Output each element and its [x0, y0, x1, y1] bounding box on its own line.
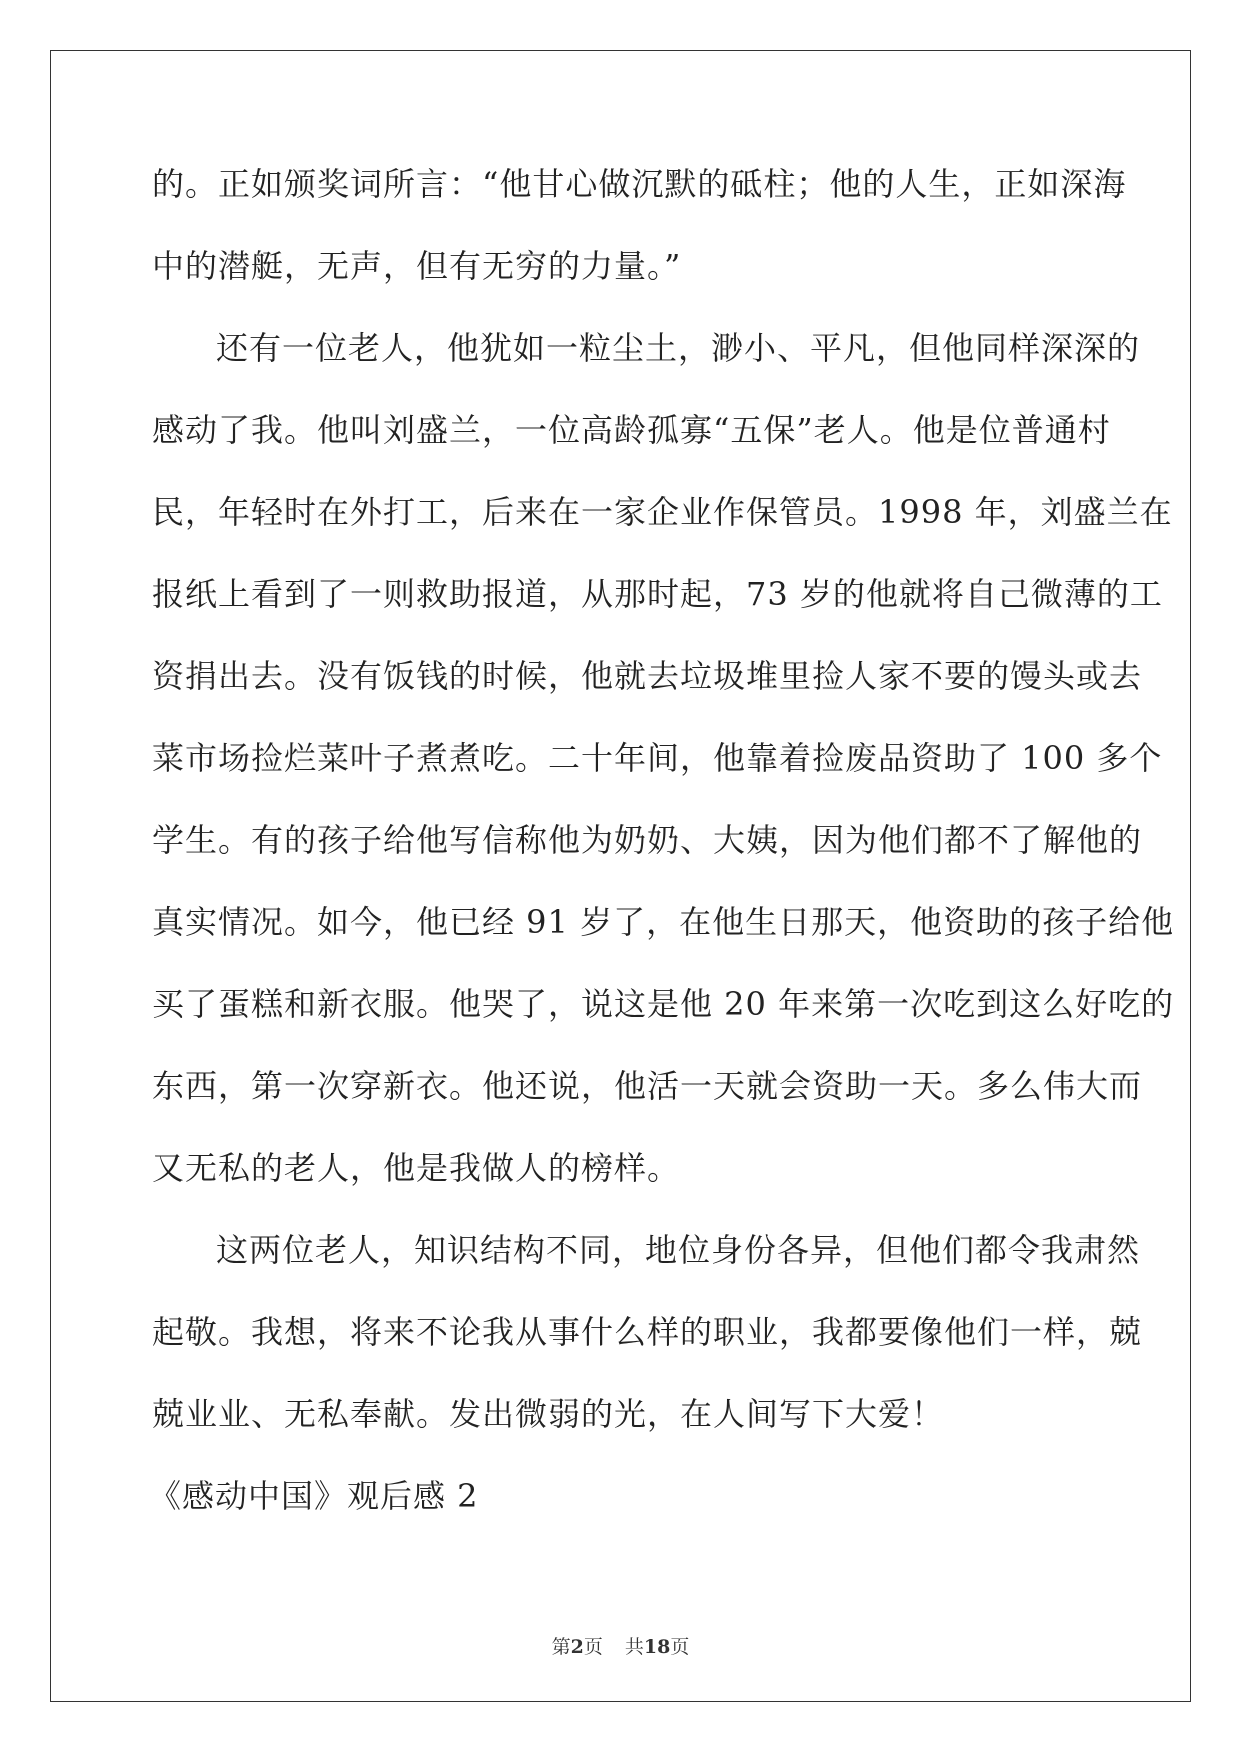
text-line-12: 东西，第一次穿新衣。他还说，他活一天就会资助一天。多么伟大而 — [152, 1067, 1143, 1105]
section-heading: 《感动中国》观后感 2 — [149, 1477, 479, 1515]
text-line-13: 又无私的老人，他是我做人的榜样。 — [152, 1149, 681, 1187]
footer-page-prefix: 第 — [551, 1636, 571, 1658]
page-footer — [0, 1632, 1241, 1659]
text-line-5: 民，年轻时在外打工，后来在一家企业作保管员。1998 年，刘盛兰在 — [152, 493, 1173, 531]
text-line-16: 兢业业、无私奉献。发出微弱的光，在人间写下大爱！ — [152, 1395, 945, 1433]
text-line-11: 买了蛋糕和新衣服。他哭了，说这是他 20 年来第一次吃到这么好吃的 — [152, 985, 1175, 1023]
text-line-7: 资捐出去。没有饭钱的时候，他就去垃圾堆里捡人家不要的馒头或去 — [152, 657, 1143, 695]
text-line-6: 报纸上看到了一则救助报道，从那时起，73 岁的他就将自己微薄的工 — [152, 575, 1163, 613]
footer-total-suffix: 页 — [670, 1636, 690, 1658]
text-line-9: 学生。有的孩子给他写信称他为奶奶、大姨，因为他们都不了解他的 — [152, 821, 1143, 859]
text-line-14: 这两位老人，知识结构不同，地位身份各异，但他们都令我肃然 — [216, 1231, 1141, 1269]
text-line-3: 还有一位老人，他犹如一粒尘土，渺小、平凡，但他同样深深的 — [216, 329, 1141, 367]
text-line-4: 感动了我。他叫刘盛兰，一位高龄孤寡“五保”老人。他是位普通村 — [152, 411, 1111, 449]
text-line-2: 中的潜艇，无声，但有无穷的力量。” — [152, 247, 682, 285]
text-line-10: 真实情况。如今，他已经 91 岁了，在他生日那天，他资助的孩子给他 — [152, 903, 1175, 941]
footer-total-pages: 18 — [643, 1636, 671, 1658]
footer-page-number: 2 — [570, 1636, 584, 1658]
footer-total-prefix: 共 — [624, 1636, 644, 1658]
document-body — [149, 158, 1175, 1552]
text-line-8: 菜市场捡烂菜叶子煮煮吃。二十年间，他靠着捡废品资助了 100 多个 — [152, 739, 1163, 777]
footer-page-suffix: 页 — [583, 1636, 603, 1658]
text-line-15: 起敬。我想，将来不论我从事什么样的职业，我都要像他们一样，兢 — [152, 1313, 1143, 1351]
text-line-1: 的。正如颁奖词所言：“他甘心做沉默的砥柱；他的人生，正如深海 — [152, 165, 1127, 203]
